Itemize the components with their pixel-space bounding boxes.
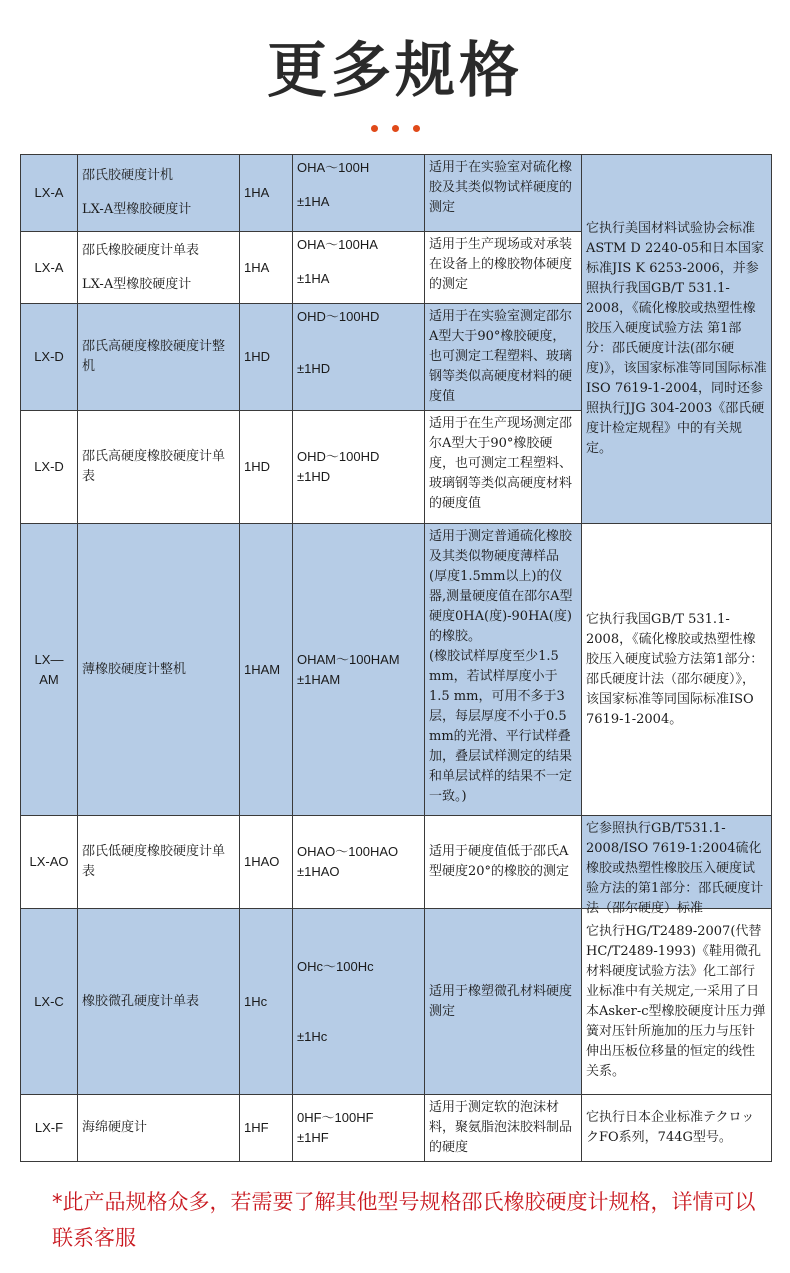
range-line: OHD～100HD <box>297 309 380 324</box>
range-cell <box>293 304 425 411</box>
name-cell: 海绵硬度计 <box>78 1095 240 1162</box>
name-line: LX-A型橡胶硬度计 <box>82 202 192 217</box>
name-cell: 邵氏高硬度橡胶硬度计整机 <box>78 304 240 411</box>
model-cell: LX-AO <box>21 816 78 909</box>
range-line: ±1HAM <box>297 671 341 687</box>
model-cell: LX-A <box>21 232 78 304</box>
application-cell: 适用于测定软的泡沫材料，聚氨脂泡沫胶料制品的硬度 <box>425 1095 582 1162</box>
standard-cell <box>582 816 772 916</box>
table-row <box>21 524 772 816</box>
application-cell: 适用于在实验室测定邵尔A型大于90°橡胶硬度，也可测定工程塑料、玻璃钢等类似高硬度材料的硬度值 <box>425 304 582 411</box>
model-cell: LX-D <box>21 411 78 524</box>
range-line: ±1HD <box>297 469 331 484</box>
code-cell: 1Hc <box>240 909 293 1095</box>
application-cell <box>425 524 582 816</box>
standard-text: 它参照执行GB/T531.1-2008/ISO 7619-1:2004硫化橡胶或热塑性橡胶压入硬度试验方法的第1部分：邵氏硬度计法（邵尔硬度）标准 <box>586 821 764 916</box>
code-cell: 1HAO <box>240 816 293 909</box>
application-cell: 适用于生产现场或对承装在设备上的橡胶物体硬度的测定 <box>425 232 582 304</box>
application-cell: 适用于在生产现场测定邵尔A型大于90°橡胶硬度，也可测定工程塑料、玻璃钢等类似高硬度材料的硬度值 <box>425 411 582 524</box>
table-row <box>21 1095 772 1162</box>
range-line: ±1Hc <box>297 1028 328 1044</box>
name-line: 邵氏胶硬度计机 <box>82 168 174 183</box>
application-cell: 适用于在实验室对硫化橡胶及其类似物试样硬度的测定 <box>425 155 582 232</box>
standard-cell: 它执行我国GB/T 531.1-2008，《硫化橡胶或热塑性橡胶压入硬度试验方法第1部分：邵氏硬度计法（邵尔硬度）》，该国家标准等同国际标准ISO 7619-1-2004。 <box>582 524 772 816</box>
code-cell: 1HD <box>240 411 293 524</box>
code-cell: 1HD <box>240 304 293 411</box>
range-line: ±1HF <box>297 1130 329 1145</box>
table-row <box>21 816 772 909</box>
range-cell <box>293 909 425 1095</box>
range-line: OHA～100H <box>297 160 370 175</box>
page-title: 更多规格 <box>267 36 523 106</box>
model-cell: LX-D <box>21 304 78 411</box>
model-cell: LX-A <box>21 155 78 232</box>
name-cell: 邵氏低硬度橡胶硬度计单表 <box>78 816 240 909</box>
code-cell: 1HAM <box>240 524 293 816</box>
range-cell <box>293 816 425 909</box>
standard-cell: 它执行日本企业标准テクロックFO系列，744G型号。 <box>582 1095 772 1162</box>
range-line: ±1HA <box>297 194 330 209</box>
range-line: 0HF～100HF <box>297 1110 374 1125</box>
spec-table <box>20 154 772 1162</box>
range-line: OHA～100HA <box>297 237 378 252</box>
range-line: ±1HA <box>297 271 330 286</box>
range-cell <box>293 1095 425 1162</box>
range-cell <box>293 155 425 232</box>
name-line: 邵氏橡胶硬度计单表 <box>82 242 200 258</box>
model-cell: LX-F <box>21 1095 78 1162</box>
range-line: ±1HD <box>297 361 331 376</box>
range-line: OHAM～100HAM <box>297 651 400 667</box>
table-row <box>21 155 772 232</box>
range-cell <box>293 232 425 304</box>
footer-note: *此产品规格众多，若需要了解其他型号规格邵氏橡胶硬度计规格，详情可以联系客服 <box>52 1190 756 1250</box>
range-line: ±1HAO <box>297 864 340 879</box>
name-cell: 橡胶微孔硬度计单表 <box>78 909 240 1095</box>
range-line: OHD～100HD <box>297 449 380 464</box>
code-cell: 1HA <box>240 232 293 304</box>
dot-icon <box>392 125 399 132</box>
application-cell: 适用于硬度值低于邵氏A型硬度20°的橡胶的测定 <box>425 816 582 909</box>
range-line: OHAO～100HAO <box>297 844 399 859</box>
range-cell <box>293 411 425 524</box>
standard-cell: 它执行HG/T2489-2007(代替HC/T2489-1993)《鞋用微孔材料硬度试验方法》化工部行业标准中有关规定,一采用了日本Asker-c型橡胶硬度计压力弹簧对压针所施加的压力与压针伸出压板位移量的恒定的线性关系。 <box>582 909 772 1095</box>
name-line: LX-A型橡胶硬度计 <box>82 276 192 292</box>
name-cell: 薄橡胶硬度计整机 <box>78 524 240 816</box>
table-row <box>21 909 772 1095</box>
title-dots <box>0 117 790 136</box>
application-extra: (橡胶试样厚度至少1.5 mm，若试样厚度小于1.5 mm，可用不多于3层，每层厚度不小于0.5 mm的光滑、平行试样叠加，叠层试样测定的结果和单层试样的结果不一定一致。) <box>429 649 573 804</box>
name-cell <box>78 232 240 304</box>
application-text: 适用于测定普通硫化橡胶及其类似物硬度薄样品(厚度1.5mm以上)的仪器,测量硬度值在邵尔A型硬度0HA(度)-90HA(度)的橡胶。 <box>429 529 573 644</box>
code-cell: 1HF <box>240 1095 293 1162</box>
application-cell: 适用于橡塑微孔材料硬度测定 <box>425 909 582 1095</box>
range-cell <box>293 524 425 816</box>
name-cell <box>78 155 240 232</box>
dot-icon <box>371 125 378 132</box>
range-line: OHc～100Hc <box>297 958 374 974</box>
standard-cell: 它执行美国材料试验协会标准ASTM D 2240-05和日本国家标准JIS K 6253-2006，并参照执行我国GB/T 531.1-2008，《硫化橡胶或热塑性橡胶压入硬度试验方法 第1部分：邵氏硬度计法(邵尔硬度)》，该国家标准等同国际标准ISO 7619-1-2004，同时还参照执行JJG 304-2003《邵氏硬度计检定规程》中的有关规定。 <box>582 155 772 524</box>
model-cell: LX—AM <box>21 524 78 816</box>
dot-icon <box>413 125 420 132</box>
model-cell: LX-C <box>21 909 78 1095</box>
code-cell: 1HA <box>240 155 293 232</box>
name-cell: 邵氏高硬度橡胶硬度计单表 <box>78 411 240 524</box>
